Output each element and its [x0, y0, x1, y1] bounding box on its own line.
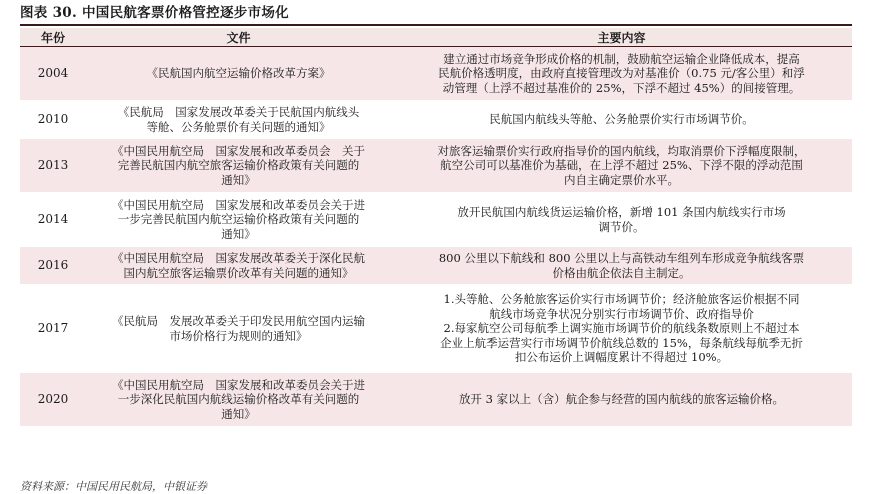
document-cell-line: 《中国民用航空局 国家发展改革委关于深化民航	[112, 251, 365, 265]
content-cell	[391, 139, 852, 193]
year-cell: 2017	[20, 285, 86, 373]
year-cell: 2020	[20, 373, 86, 427]
content-cell-line: 调节价。	[598, 219, 645, 234]
header-document: 文件	[86, 28, 391, 47]
figure-title: 图表 30. 中国民航客票价格管控逐步市场化	[20, 5, 289, 21]
document-cell-line: 《民航局 发展改革委关于印发民用航空国内运输	[112, 314, 365, 328]
title-rule	[20, 24, 852, 26]
content-cell-line: 航线市场竞争状况分别实行市场调节价、政府指导价	[489, 306, 754, 321]
document-cell-line: 通知》	[221, 172, 256, 187]
content-cell-line: 800 公里以下航线和 800 公里以上与高铁动车组列车形成竞争航线客票	[438, 251, 805, 265]
document-cell-line: 国内航空旅客运输票价改革有关问题的通知》	[123, 265, 354, 280]
content-cell-line: 建立通过市场竞争形成价格的机制，鼓励航空运输企业降低成本，提高	[443, 51, 800, 66]
policy-table	[20, 28, 852, 427]
content-cell	[391, 47, 852, 101]
year-cell: 2016	[20, 247, 86, 285]
content-cell-line: 民航国内航线头等舱、公务舱票价实行市场调节价。	[489, 112, 754, 127]
document-cell-line: 一步深化民航国内航线运输价格改革有关问题的	[117, 392, 360, 407]
content-cell	[391, 101, 852, 139]
document-cell-line: 《民航局 国家发展改革委关于民航国内航线头	[117, 105, 360, 119]
content-cell-line: 航空公司可以基准价为基础，在上浮不超过 25%、下浮不限的浮动范围	[440, 158, 803, 173]
header-content: 主要内容	[391, 28, 852, 47]
document-cell-line: 《中国民用航空局 国家发展和改革委员会关于进	[112, 197, 365, 212]
content-cell-line: 价格由航企依法自主制定。	[552, 265, 691, 280]
table-row	[20, 139, 852, 193]
document-cell	[86, 139, 391, 193]
content-cell-line: 企业上航季运营实行市场调节价航线总数的 15%，每条航线每航季无折	[440, 335, 803, 350]
header-year: 年份	[20, 28, 86, 47]
content-cell-line: 扣公布运价上调幅度累计不得超过 10%。	[514, 350, 729, 365]
document-cell	[86, 285, 391, 373]
document-cell	[86, 193, 391, 247]
content-cell-line: 放开民航国内航线货运运输价格，新增 101 条国内航线实行市场	[457, 205, 786, 219]
document-cell-line: 通知》	[221, 226, 256, 241]
source-note: 资料来源：中国民用民航局，中银证券	[20, 480, 207, 493]
year-cell: 2013	[20, 139, 86, 193]
document-cell-line: 一步完善民航国内航空运输价格政策有关问题的	[117, 212, 360, 227]
content-cell-line: 民航价格透明度，由政府直接管理改为对基准价（0.75 元/客公里）和浮	[438, 66, 805, 81]
document-cell	[86, 247, 391, 285]
document-cell	[86, 101, 391, 139]
content-cell	[391, 373, 852, 427]
document-cell-line: 《民航国内航空运输价格改革方案》	[146, 66, 331, 81]
content-cell-line: 放开 3 家以上（含）航企参与经营的国内航线的旅客运输价格。	[458, 392, 785, 407]
year-cell: 2004	[20, 47, 86, 101]
table-row	[20, 285, 852, 373]
document-cell-line: 完善民航国内航空旅客运输价格政策有关问题的	[117, 158, 360, 173]
content-cell-line: 1.头等舱、公务舱旅客运价实行市场调节价；经济舱旅客运价根据不同	[443, 292, 800, 307]
table-row	[20, 247, 852, 285]
table-row	[20, 373, 852, 427]
table-row	[20, 101, 852, 139]
year-cell: 2010	[20, 101, 86, 139]
content-cell-line: 动管理（上浮不超过基准价的 25%，下浮不超过 45%）的间接管理。	[442, 80, 801, 95]
content-cell-line: 内自主确定票价水平。	[564, 172, 679, 187]
table-row	[20, 47, 852, 101]
document-cell-line: 《中国民用航空局 国家发展和改革委员会 关于	[112, 143, 365, 158]
table-row	[20, 193, 852, 247]
document-cell-line: 市场价格行为规则的通知》	[169, 328, 308, 343]
document-cell-line: 通知》	[221, 406, 256, 421]
year-cell: 2014	[20, 193, 86, 247]
content-cell	[391, 193, 852, 247]
document-cell-line: 等舱、公务舱票价有关问题的通知》	[146, 119, 331, 134]
content-cell	[391, 285, 852, 373]
document-cell	[86, 47, 391, 101]
document-cell	[86, 373, 391, 427]
content-cell	[391, 247, 852, 285]
content-cell-line: 对旅客运输票价实行政府指导价的国内航线，均取消票价下浮幅度限制，	[437, 143, 806, 158]
content-cell-line: 2.每家航空公司每航季上调实施市场调节价的航线条数原则上不超过本	[443, 321, 800, 336]
document-cell-line: 《中国民用航空局 国家发展和改革委员会关于进	[112, 377, 365, 392]
